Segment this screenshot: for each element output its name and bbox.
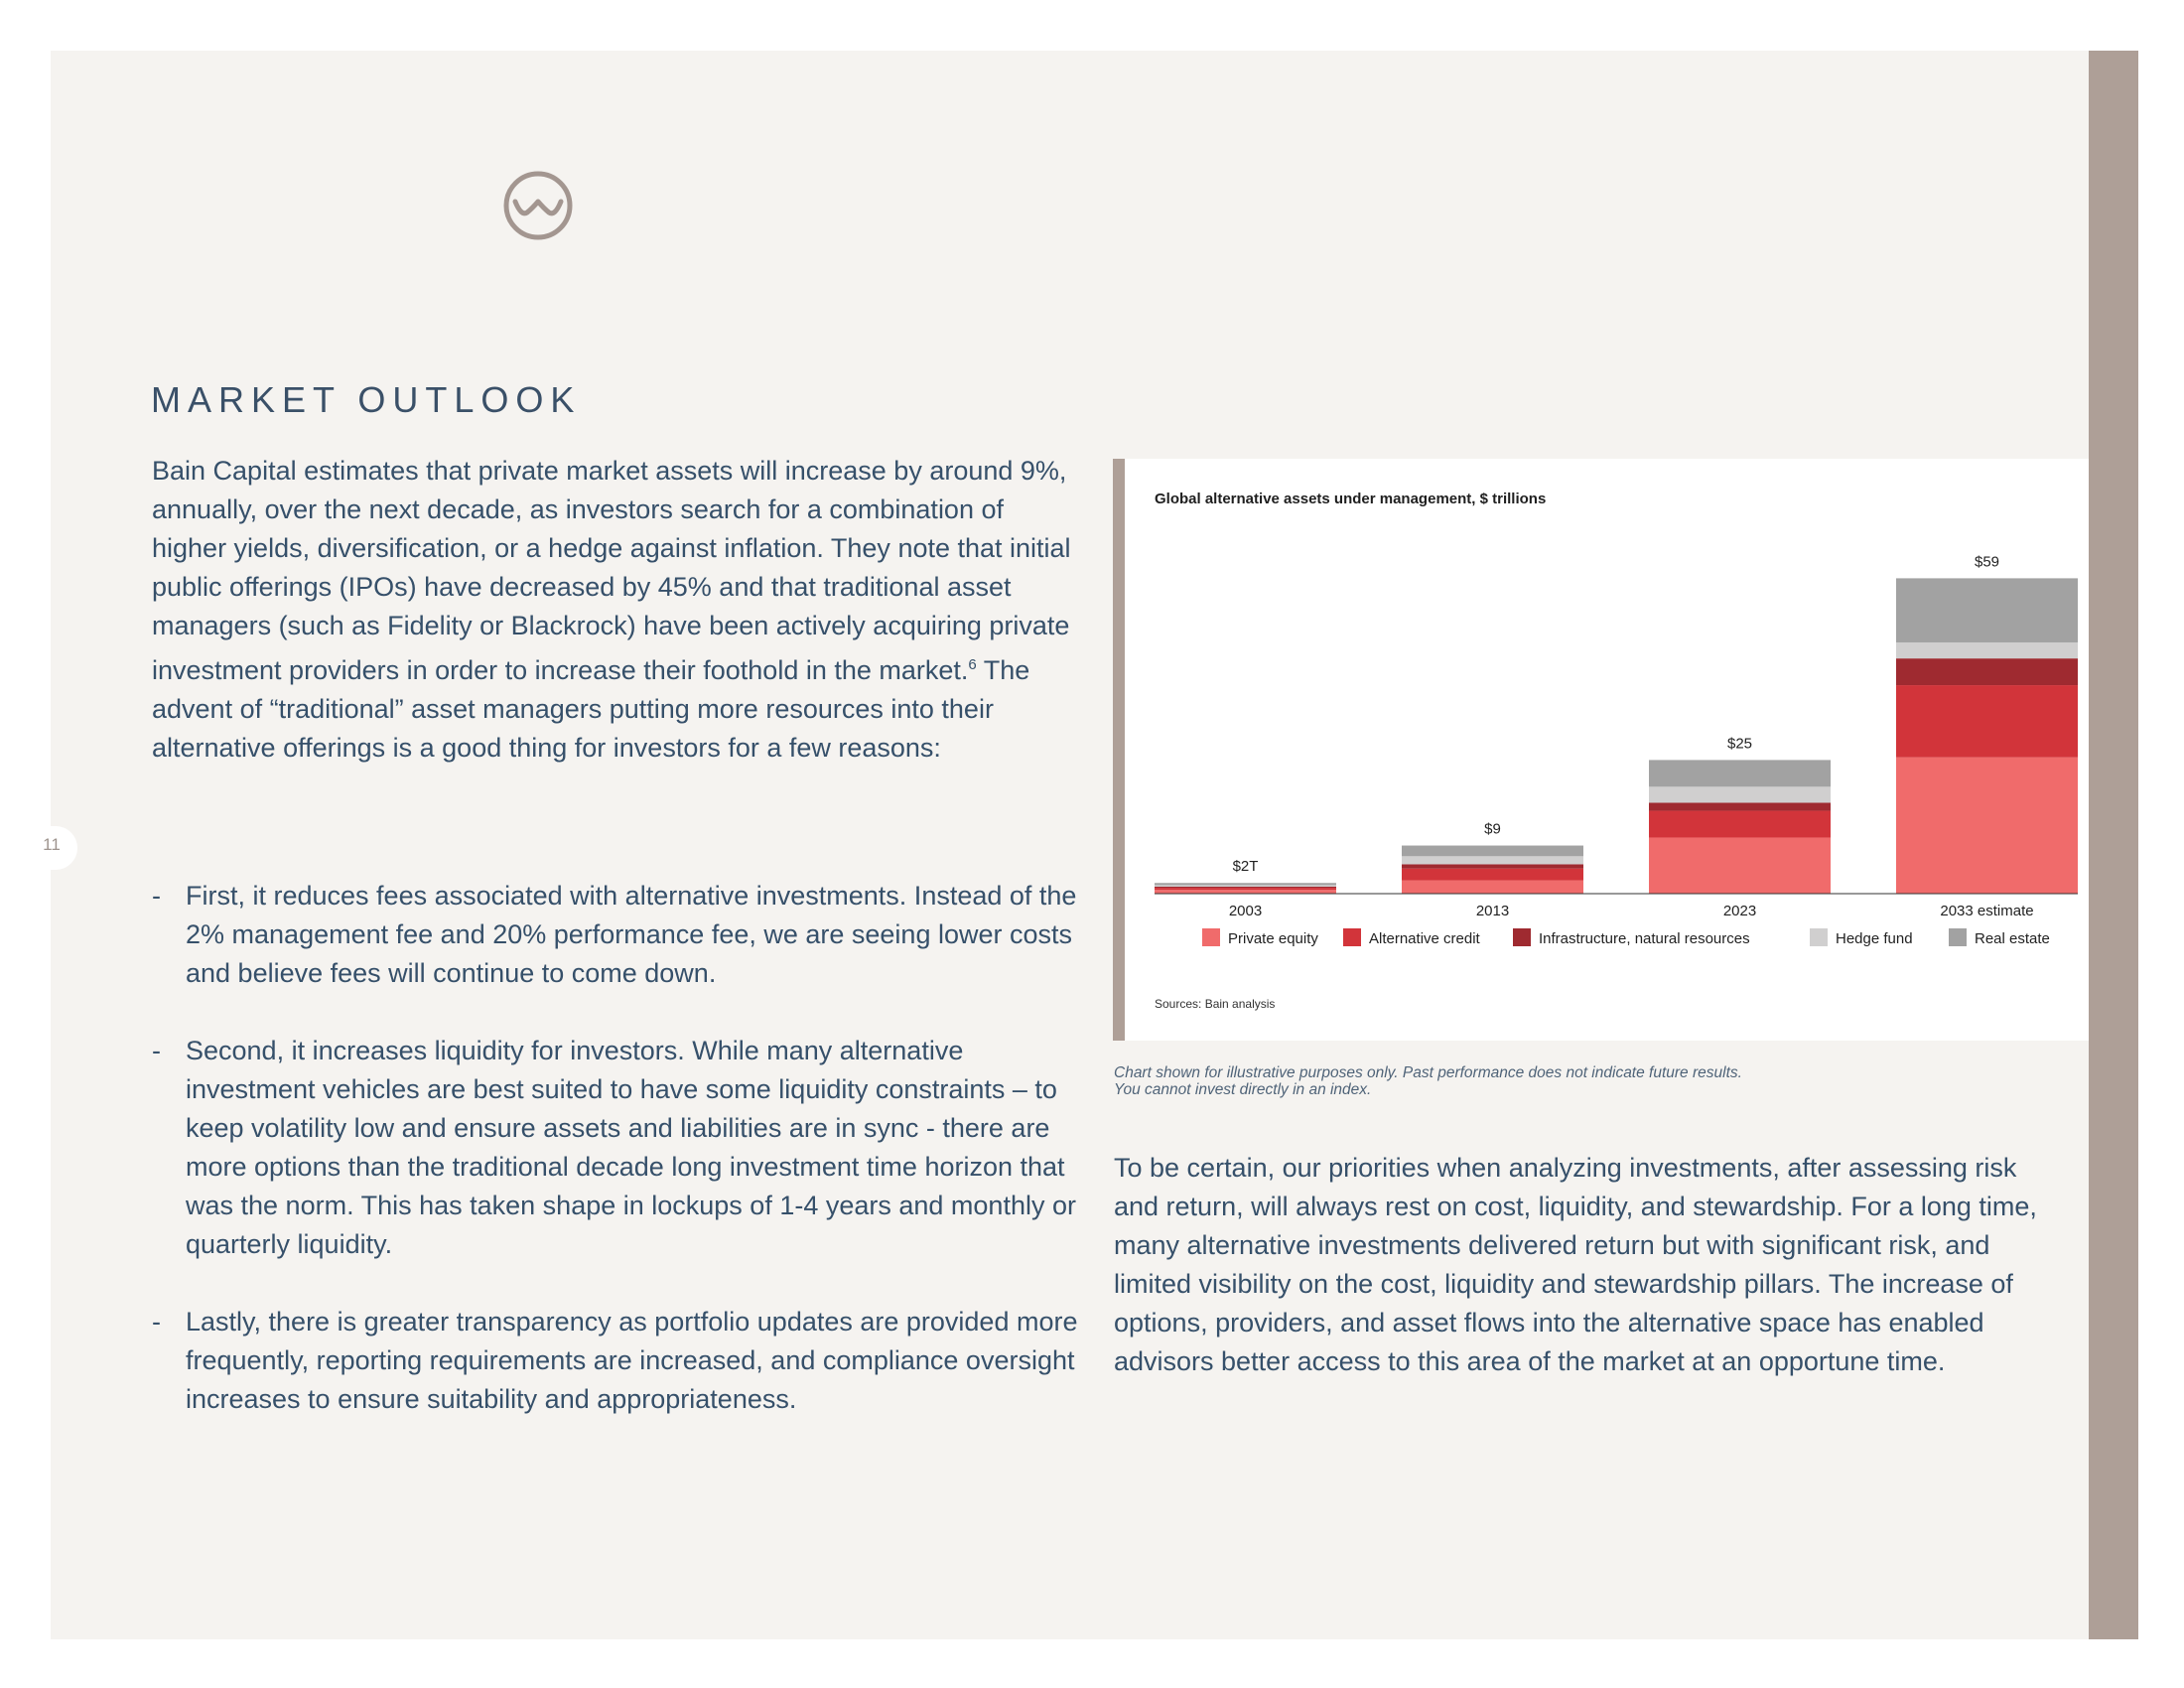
- list-item-text: Lastly, there is greater transparency as portfolio updates are provided more frequently, reporting requirements are increased, and compliance oversight increases to ensure suitability and appropriateness.: [186, 1307, 1078, 1414]
- legend-swatch: [1202, 928, 1220, 946]
- closing-paragraph: To be certain, our priorities when analyzing investments, after assessing risk and return, will always rest on cost, liquidity, and stewardship. For a long time, many alternative investments delivered return but with significant risk, and limited visibility on the cost, liquidity and stewardship pillars. The increase of options, providers, and asset flows into the alternative space has enabled advisors better access to this area of the market at an opportune time.: [1114, 1153, 2037, 1376]
- disclaimer-line-2: You cannot invest directly in an index.: [1114, 1081, 1372, 1098]
- legend-swatch: [1343, 928, 1361, 946]
- x-tick-label: 2013: [1475, 903, 1510, 919]
- chart-card: [1113, 459, 2089, 1041]
- page-number: 11: [43, 835, 61, 854]
- bar-segment-2033-estimate-s4: [1896, 578, 2078, 642]
- bullet-dash: -: [152, 881, 161, 911]
- bar-total-label: $59: [1974, 553, 2000, 571]
- chart-disclaimer: [1114, 1064, 1908, 1098]
- x-tick-label: 2033 estimate: [1940, 903, 2034, 919]
- legend-label: Alternative credit: [1369, 930, 1480, 947]
- bar-segment-2013-s3: [1402, 856, 1583, 864]
- bar-segment-2003-s3: [1155, 885, 1336, 887]
- bar-segment-2003-s2: [1155, 887, 1336, 888]
- bar-segment-2033-estimate-s1: [1896, 685, 2078, 758]
- section-title: MARKET OUTLOOK: [151, 379, 582, 420]
- bar-segment-2023-s4: [1649, 760, 1831, 786]
- legend-label: Hedge fund: [1836, 930, 1913, 947]
- intro-text-cont: The advent of “traditional” asset managers putting more resources into their alternative offerings is a good thing for investors for a few reasons:: [152, 655, 1030, 763]
- bar-segment-2003-s1: [1155, 888, 1336, 890]
- disclaimer-line-1: Chart shown for illustrative purposes only. Past performance does not indicate future results.: [1114, 1064, 1742, 1081]
- bar-segment-2033-estimate-s0: [1896, 758, 2078, 894]
- bar-segment-2013-s1: [1402, 869, 1583, 881]
- intro-paragraph: [152, 452, 1075, 768]
- bar-segment-2033-estimate-s2: [1896, 658, 2078, 685]
- legend-label: Infrastructure, natural resources: [1539, 930, 1750, 947]
- bar-segment-2033-estimate-s3: [1896, 642, 2078, 658]
- bar-segment-2023-s3: [1649, 786, 1831, 802]
- bar-segment-2023-s2: [1649, 802, 1831, 810]
- chart-title: Global alternative assets under management, $ trillions: [1155, 491, 1547, 507]
- list-item-text: First, it reduces fees associated with alternative investments. Instead of the 2% management fee and 20% performance fee, we are seeing lower costs and believe fees will continue to come down.: [186, 881, 1077, 988]
- stacked-bar-chart: [1125, 459, 2089, 1041]
- bar-total-label: $9: [1484, 820, 1501, 838]
- list-item: [152, 877, 1085, 993]
- list-item-text: Second, it increases liquidity for investors. While many alternative investment vehicles are best suited to have some liquidity constraints – to keep volatility low and ensure assets and liabilities are in sync - there are more options than the traditional decade long investment time horizon that was the norm. This has taken shape in lockups of 1-4 years and monthly or quarterly liquidity.: [186, 1036, 1076, 1259]
- bar-segment-2023-s0: [1649, 837, 1831, 894]
- bar-total-label: $2T: [1232, 858, 1259, 876]
- bar-segment-2013-s4: [1402, 846, 1583, 857]
- reasons-list: [152, 877, 1085, 1458]
- footnote-ref: 6: [968, 656, 977, 673]
- bar-segment-2013-s0: [1402, 881, 1583, 894]
- bar-segment-2013-s2: [1402, 864, 1583, 868]
- intro-text: Bain Capital estimates that private market assets will increase by around 9%, annually, over the next decade, as investors search for a combination of higher yields, diversification, or a hedge against inflation. They note that initial public offerings (IPOs) have decreased by 45% and that traditional asset managers (such as Fidelity or Blackrock) have been actively acquiring private investment providers in order to increase their foothold in the market.: [152, 456, 1071, 685]
- list-item: [152, 1303, 1085, 1419]
- x-tick-label: 2003: [1228, 903, 1263, 919]
- bar-segment-2003-s0: [1155, 890, 1336, 894]
- bar-total-label: $25: [1726, 735, 1753, 753]
- chart-source: Sources: Bain analysis: [1155, 997, 1276, 1011]
- side-accent-bar: [2089, 51, 2138, 1639]
- bar-segment-2003-s4: [1155, 883, 1336, 885]
- legend-swatch: [1513, 928, 1531, 946]
- x-tick-label: 2023: [1722, 903, 1757, 919]
- legend-swatch: [1949, 928, 1967, 946]
- bullet-dash: -: [152, 1036, 161, 1065]
- bar-segment-2023-s1: [1649, 811, 1831, 838]
- bullet-dash: -: [152, 1307, 161, 1336]
- list-item: [152, 1032, 1085, 1264]
- legend-label: Private equity: [1228, 930, 1318, 947]
- legend-label: Real estate: [1975, 930, 2050, 947]
- circle-w-logo-icon: [501, 169, 575, 242]
- legend-swatch: [1810, 928, 1828, 946]
